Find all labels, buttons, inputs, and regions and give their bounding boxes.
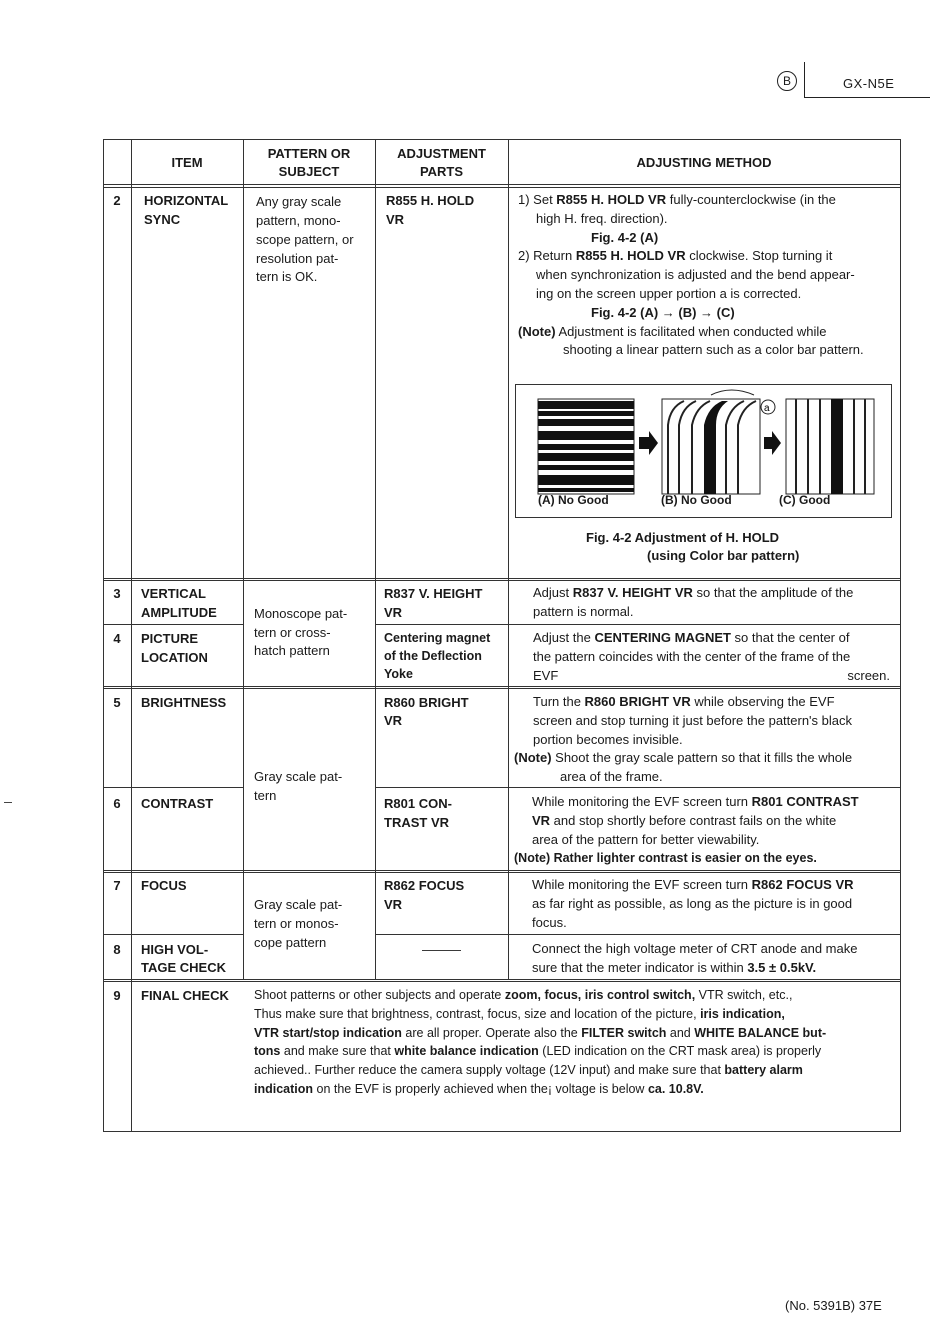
pattern-text: tern is OK.: [256, 269, 318, 284]
col-header-method: ADJUSTING METHOD: [636, 155, 772, 170]
method-text: While monitoring the EVF screen turn R801 CONTRAST VR and stop shortly before contrast fails on the white area of the pattern for better viewability. (Note) Rather lighter contrast is easier on the eyes.: [514, 794, 859, 866]
scan-mark: [4, 802, 12, 803]
method-step-1: 1) Set R855 H. HOLD VR fully-counterclockwise (in the high H. freq. direction). Fig. 4-2 (A) 2) Return R855 H. HOLD VR clockwise. Stop turning it when synchronization is adjusted and the bend appear- ing on the screen upper portion a is corrected. Fig. 4-2 (A) → (B) → (C) (Note) Adjustment is facilitated when conducted while shooting a linear pattern such as a color bar pattern.: [518, 192, 864, 358]
part-label: VR: [384, 897, 403, 912]
fig-label-a: (A) No Good: [538, 493, 609, 507]
pattern-text: Gray scale pat-: [254, 769, 343, 784]
pattern-text: Gray scale pat-: [254, 897, 343, 912]
row-number: 5: [113, 695, 121, 710]
figure-4-2: [515, 384, 892, 518]
pattern-c-straight-bars: [786, 399, 874, 494]
item-label: LOCATION: [141, 650, 208, 665]
circle-b-mark: B: [777, 71, 797, 91]
row-number: 8: [113, 942, 121, 957]
item-label: BRIGHTNESS: [141, 695, 227, 710]
item-label: SYNC: [144, 212, 181, 227]
fig-label-c: (C) Good: [779, 493, 831, 507]
col-header-pattern-line2: SUBJECT: [278, 164, 340, 179]
method-text: Adjust the CENTERING MAGNET so that the center of the pattern coincides with the center of the frame of the EVF screen.: [533, 630, 890, 683]
figure-caption: Fig. 4-2 Adjustment of H. HOLD: [586, 530, 780, 545]
part-label: R837 V. HEIGHT: [384, 586, 483, 601]
item-label: PICTURE: [141, 631, 199, 646]
figure-caption: (using Color bar pattern): [647, 548, 800, 563]
row-number: 3: [113, 586, 121, 601]
item-label: HIGH VOL-: [141, 942, 209, 957]
item-label: FINAL CHECK: [141, 988, 229, 1003]
pattern-text: tern or cross-: [254, 625, 331, 640]
pattern-text: pattern, mono-: [256, 213, 341, 228]
part-label: VR: [384, 713, 403, 728]
part-label: R801 CON-: [384, 796, 452, 811]
pattern-text: tern or monos-: [254, 916, 339, 931]
part-label: VR: [386, 212, 405, 227]
col-header-adjust-line2: PARTS: [419, 164, 464, 179]
fig-label-b: (B) No Good: [661, 493, 732, 507]
pattern-text: Monoscope pat-: [254, 606, 348, 621]
pattern-text: tern: [254, 788, 277, 803]
col-header-pattern-line1: PATTERN OR: [267, 146, 351, 161]
part-label: R855 H. HOLD: [386, 193, 475, 208]
final-check-text: Shoot patterns or other subjects and operate zoom, focus, iris control switch, VTR switch, etc., Thus make sure that brightness, contrast, focus, size and location of the picture, iris indication, VTR start/stop indication are all proper. Operate also the FILTER switch and WHITE BALANCE but- tons and make sure that white balance indication (LED indication on the CRT mask area) is properly achieved.. Further reduce the camera supply voltage (12V input) and make sure that battery alarm indication on the EVF is properly achieved when the¡ voltage is below ca. 10.8V.: [254, 988, 827, 1096]
part-label: R862 FOCUS: [384, 878, 465, 893]
item-label: TAGE CHECK: [141, 960, 226, 975]
method-text: Connect the high voltage meter of CRT anode and make sure that the meter indicator is within 3.5 ± 0.5kV.: [532, 941, 858, 975]
svg-text:a: a: [764, 403, 770, 414]
part-label: Yoke: [384, 667, 413, 681]
pattern-text: resolution pat-: [256, 251, 339, 266]
method-text: Turn the R860 BRIGHT VR while observing the EVF screen and stop turning it just before the pattern's black portion becomes invisible. (Note) Shoot the gray scale pattern so that it fills the whole area of the frame.: [514, 694, 853, 785]
pattern-text: hatch pattern: [254, 643, 330, 658]
pattern-text: Any gray scale: [256, 194, 342, 209]
item-label: VERTICAL: [141, 586, 206, 601]
part-label: TRAST VR: [384, 815, 449, 830]
row-number: 4: [113, 631, 121, 646]
col-header-item: ITEM: [171, 155, 203, 170]
pattern-text: scope pattern, or: [256, 232, 354, 247]
item-label: CONTRAST: [141, 796, 214, 811]
method-text: While monitoring the EVF screen turn R862 FOCUS VR as far right as possible, as long as the picture is in good focus.: [532, 877, 854, 930]
part-label: VR: [384, 605, 403, 620]
model-number: GX-N5E: [843, 76, 895, 91]
item-label: HORIZONTAL: [144, 193, 229, 208]
header-divider: [804, 62, 805, 98]
method-text: Adjust R837 V. HEIGHT VR so that the amplitude of the pattern is normal.: [533, 585, 854, 619]
part-label: R860 BRIGHT: [384, 695, 469, 710]
arrow-icon: [639, 431, 658, 455]
row-number: 9: [113, 988, 121, 1003]
item-label: FOCUS: [141, 878, 187, 893]
row-number: 7: [113, 878, 121, 893]
arrow-icon: [764, 431, 781, 455]
part-label: Centering magnet: [384, 631, 491, 645]
pattern-a-stripes: [538, 399, 634, 494]
col-header-adjust-line1: ADJUSTMENT: [397, 146, 486, 161]
item-label: AMPLITUDE: [141, 605, 217, 620]
header-rule: [805, 97, 930, 98]
pattern-text: cope pattern: [254, 935, 327, 950]
part-dash: ———: [422, 942, 461, 957]
part-label: of the Deflection: [384, 649, 482, 663]
page-footer: (No. 5391B) 37E: [785, 1298, 882, 1313]
row-number: 2: [113, 193, 121, 208]
row-number: 6: [113, 796, 121, 811]
pattern-b-bent-bars: [662, 390, 775, 494]
